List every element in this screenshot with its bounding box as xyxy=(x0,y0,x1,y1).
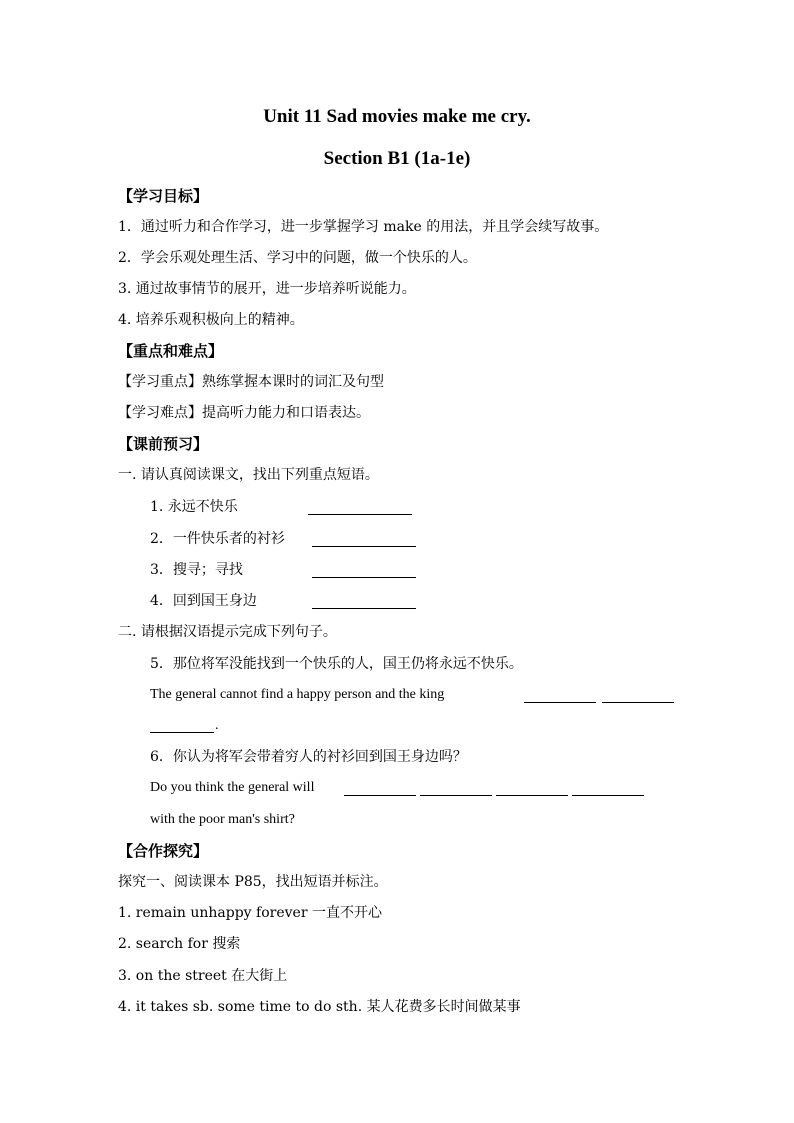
goal-item-4: 4. 培养乐观积极向上的精神。 xyxy=(118,312,304,328)
explore-item-4: 4. it takes sb. some time to do sth. 某人花费多长时间做某事 xyxy=(118,999,521,1015)
section-subtitle: Section B1 (1a-1e) xyxy=(323,148,471,169)
answer-blank xyxy=(312,608,416,609)
question-6-chinese: 6．你认为将军会带着穷人的衬衫回到国王身边吗？ xyxy=(150,749,467,765)
answer-blank xyxy=(150,732,214,733)
preview-heading: 【课前预习】 xyxy=(118,435,209,453)
explore-item-3: 3. on the street 在大街上 xyxy=(118,968,288,984)
question-5-english: The general cannot find a happy person and the king xyxy=(150,687,445,702)
answer-blank xyxy=(344,795,416,796)
goal-item-2: 2．学会乐观处理生活、学习中的问题，做一个快乐的人。 xyxy=(118,250,477,266)
phrase-item-4: 4．回到国王身边 xyxy=(150,593,257,609)
answer-blank xyxy=(602,702,674,703)
question-6-english: Do you think the general will xyxy=(150,780,315,795)
explore-instruction: 探究一、阅读课本 P85，找出短语并标注。 xyxy=(118,874,388,890)
answer-blank xyxy=(496,795,568,796)
answer-blank xyxy=(312,577,416,578)
goal-item-1: 1．通过听力和合作学习，进一步掌握学习 make 的用法，并且学会续写故事。 xyxy=(118,219,609,235)
answer-blank xyxy=(572,795,644,796)
answer-blank xyxy=(308,514,412,515)
phrase-item-1: 1. 永远不快乐 xyxy=(150,499,238,515)
key-points-heading: 【重点和难点】 xyxy=(118,342,224,360)
goal-item-3: 3. 通过故事情节的展开，进一步培养听说能力。 xyxy=(118,281,416,297)
answer-blank xyxy=(524,702,596,703)
preview-part2-instruction: 二. 请根据汉语提示完成下列句子。 xyxy=(118,624,337,640)
phrase-item-3: 3．搜寻；寻找 xyxy=(150,562,243,578)
question-5-chinese: 5．那位将军没能找到一个快乐的人，国王仍将永远不快乐。 xyxy=(150,656,523,672)
goals-heading: 【学习目标】 xyxy=(118,187,209,205)
key-focus: 【学习重点】熟练掌握本课时的词汇及句型 xyxy=(118,374,384,390)
answer-blank xyxy=(312,546,416,547)
explore-item-2: 2. search for 搜索 xyxy=(118,936,241,952)
question-5-end: . xyxy=(215,718,219,733)
key-difficulty: 【学习难点】提高听力能力和口语表达。 xyxy=(118,405,370,421)
phrase-item-2: 2．一件快乐者的衬衫 xyxy=(150,531,285,547)
question-6-end: with the poor man's shirt? xyxy=(150,812,295,827)
explore-item-1: 1. remain unhappy forever 一直不开心 xyxy=(118,905,382,921)
answer-blank xyxy=(420,795,492,796)
preview-part1-instruction: 一. 请认真阅读课文，找出下列重点短语。 xyxy=(118,467,379,483)
page-title: Unit 11 Sad movies make me cry. xyxy=(263,106,531,127)
explore-heading: 【合作探究】 xyxy=(118,842,209,860)
